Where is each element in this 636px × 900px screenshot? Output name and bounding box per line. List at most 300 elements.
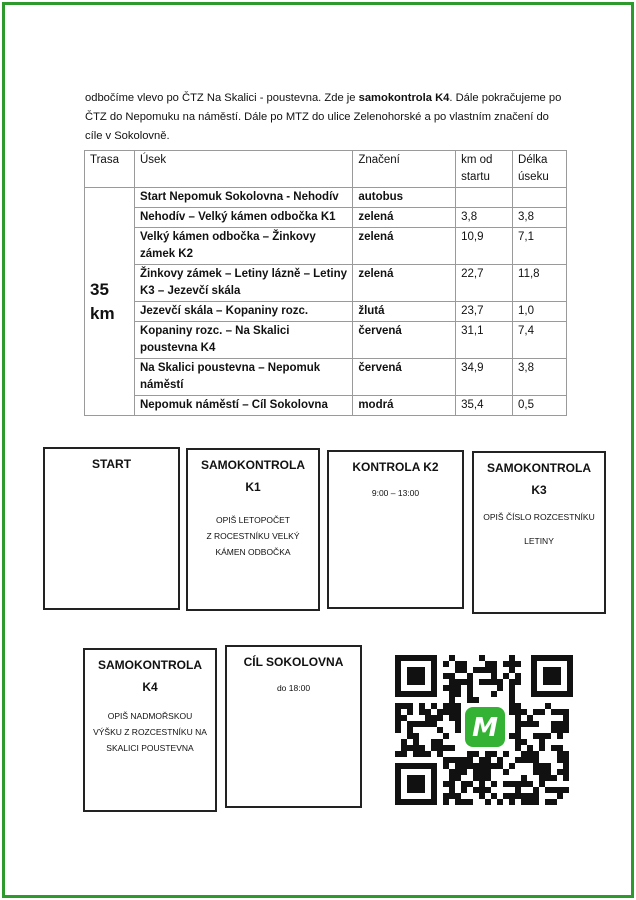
card-line: do 18:00	[276, 683, 311, 693]
qr-module	[437, 739, 443, 745]
qr-module	[563, 715, 569, 721]
qr-module	[461, 661, 467, 667]
qr-module	[461, 679, 467, 685]
qr-module	[533, 757, 539, 763]
qr-module	[467, 757, 473, 763]
qr-module	[497, 799, 503, 805]
card-line: OPIŠ NADMOŘSKOU	[107, 711, 193, 721]
qr-module	[443, 745, 449, 751]
km-cell: 35,4	[456, 396, 513, 416]
qr-module	[563, 727, 569, 733]
qr-module	[503, 751, 509, 757]
qr-module	[461, 781, 467, 787]
qr-module	[563, 721, 569, 727]
card-cil	[225, 645, 362, 808]
qr-module	[473, 751, 479, 757]
qr-module	[395, 727, 401, 733]
card-title: SAMOKONTROLA K4	[98, 658, 202, 694]
qr-module	[449, 697, 455, 703]
qr-module	[563, 751, 569, 757]
length-cell: 0,5	[513, 396, 567, 416]
header-znaceni: Značení	[353, 151, 456, 188]
qr-module	[443, 673, 449, 679]
qr-module	[563, 709, 569, 715]
qr-module	[401, 715, 407, 721]
header-km: km od startu	[456, 151, 513, 188]
qr-module	[521, 721, 527, 727]
qr-module	[497, 679, 503, 685]
qr-module	[533, 787, 539, 793]
qr-module	[467, 763, 473, 769]
qr-module	[479, 769, 485, 775]
qr-module	[509, 661, 515, 667]
card-line: VÝŠKU Z ROZCESTNÍKU NA	[93, 727, 207, 737]
qr-module	[527, 793, 533, 799]
qr-module	[461, 769, 467, 775]
qr-finder-bottom-left	[395, 763, 437, 805]
km-cell: 3,8	[456, 208, 513, 228]
qr-module	[497, 685, 503, 691]
qr-module	[509, 733, 515, 739]
qr-module	[455, 703, 461, 709]
qr-module	[485, 679, 491, 685]
qr-module	[407, 727, 413, 733]
qr-module	[551, 727, 557, 733]
qr-module	[509, 685, 515, 691]
qr-module	[485, 763, 491, 769]
qr-module	[515, 721, 521, 727]
route-table	[84, 150, 567, 416]
qr-module	[449, 679, 455, 685]
qr-module	[563, 787, 569, 793]
card-title: START	[91, 457, 132, 471]
marking-cell: zelená	[353, 265, 456, 302]
card-line: 9:00 – 13:00	[371, 488, 420, 498]
qr-module	[485, 769, 491, 775]
qr-module	[527, 745, 533, 751]
qr-module	[515, 739, 521, 745]
qr-module	[461, 799, 467, 805]
qr-module	[503, 793, 509, 799]
card-title: SAMOKONTROLA K1	[201, 458, 305, 494]
card-k3	[472, 451, 606, 614]
qr-module	[557, 787, 563, 793]
qr-module	[473, 775, 479, 781]
segment-cell: Žinkovy zámek – Letiny lázně – Letiny K3 – Jezevčí skála	[134, 265, 352, 302]
km-cell: 10,9	[456, 228, 513, 265]
intro-bold: samokontrola K4	[358, 92, 450, 104]
qr-module	[515, 787, 521, 793]
table-header-row	[85, 151, 567, 188]
qr-module	[467, 679, 473, 685]
qr-module	[449, 685, 455, 691]
qr-module	[443, 757, 449, 763]
qr-module	[437, 709, 443, 715]
table-row	[85, 208, 567, 228]
trasa-cell	[85, 188, 135, 416]
qr-module	[455, 757, 461, 763]
qr-module	[497, 757, 503, 763]
qr-module	[533, 769, 539, 775]
qr-module	[455, 667, 461, 673]
qr-finder-top-right	[531, 655, 573, 697]
qr-module	[515, 703, 521, 709]
qr-module	[443, 685, 449, 691]
qr-module	[449, 691, 455, 697]
qr-module	[491, 673, 497, 679]
qr-module	[437, 751, 443, 757]
length-cell: 1,0	[513, 302, 567, 322]
qr-module	[509, 793, 515, 799]
qr-module	[557, 751, 563, 757]
qr-module	[521, 751, 527, 757]
qr-module	[527, 721, 533, 727]
qr-module	[503, 781, 509, 787]
qr-module	[449, 655, 455, 661]
qr-module	[425, 751, 431, 757]
qr-module	[449, 703, 455, 709]
qr-module	[515, 745, 521, 751]
qr-module	[509, 763, 515, 769]
qr-module	[425, 721, 431, 727]
qr-module	[491, 751, 497, 757]
qr-module	[413, 721, 419, 727]
qr-module	[545, 763, 551, 769]
qr-module	[407, 721, 413, 727]
qr-module	[515, 727, 521, 733]
segment-cell: Velký kámen odbočka – Žinkovy zámek K2	[134, 228, 352, 265]
qr-module	[521, 799, 527, 805]
qr-module	[509, 781, 515, 787]
qr-module	[395, 721, 401, 727]
qr-module	[557, 733, 563, 739]
qr-module	[533, 709, 539, 715]
qr-module	[467, 781, 473, 787]
marking-cell: modrá	[353, 396, 456, 416]
marking-cell: zelená	[353, 208, 456, 228]
qr-module	[449, 745, 455, 751]
qr-module	[443, 709, 449, 715]
segment-cell: Na Skalici poustevna – Nepomuk náměstí	[134, 359, 352, 396]
table-row	[85, 228, 567, 265]
qr-module	[431, 715, 437, 721]
qr-module	[539, 763, 545, 769]
qr-module	[479, 793, 485, 799]
qr-module	[509, 679, 515, 685]
qr-module	[515, 709, 521, 715]
trasa-distance: 35	[90, 279, 109, 299]
qr-module	[473, 697, 479, 703]
qr-module	[467, 673, 473, 679]
card-start	[43, 447, 180, 610]
qr-module	[515, 661, 521, 667]
card-k1	[186, 448, 320, 611]
qr-module	[533, 733, 539, 739]
qr-module	[521, 709, 527, 715]
qr-module	[467, 697, 473, 703]
card-title: KONTROLA K2	[352, 460, 439, 474]
length-cell: 3,8	[513, 359, 567, 396]
km-cell: 23,7	[456, 302, 513, 322]
card-line: OPIŠ LETOPOČET	[215, 515, 290, 525]
km-cell: 22,7	[456, 265, 513, 302]
qr-module	[431, 721, 437, 727]
qr-module	[431, 739, 437, 745]
qr-module	[455, 793, 461, 799]
qr-module	[509, 703, 515, 709]
qr-module	[455, 721, 461, 727]
table-row	[85, 396, 567, 416]
marking-cell: červená	[353, 359, 456, 396]
qr-module	[485, 799, 491, 805]
qr-module	[479, 667, 485, 673]
qr-module	[527, 751, 533, 757]
qr-module	[467, 685, 473, 691]
qr-module	[431, 703, 437, 709]
qr-module	[401, 739, 407, 745]
qr-module	[533, 799, 539, 805]
qr-module	[485, 757, 491, 763]
qr-module	[479, 775, 485, 781]
length-cell: 11,8	[513, 265, 567, 302]
qr-module	[503, 769, 509, 775]
qr-module	[557, 757, 563, 763]
qr-module	[419, 745, 425, 751]
qr-module	[443, 661, 449, 667]
qr-module	[533, 763, 539, 769]
qr-module	[461, 787, 467, 793]
card-title: CÍL SOKOLOVNA	[243, 655, 344, 669]
qr-module	[563, 757, 569, 763]
qr-module	[455, 763, 461, 769]
qr-module	[491, 793, 497, 799]
qr-module	[467, 751, 473, 757]
qr-module	[485, 787, 491, 793]
qr-module	[401, 751, 407, 757]
length-cell: 3,8	[513, 208, 567, 228]
qr-module	[485, 661, 491, 667]
qr-module	[527, 715, 533, 721]
qr-module	[491, 691, 497, 697]
qr-module	[533, 793, 539, 799]
qr-module	[557, 769, 563, 775]
qr-module	[539, 781, 545, 787]
qr-module	[449, 787, 455, 793]
segment-cell: Start Nepomuk Sokolovna - Nehodív	[134, 188, 352, 208]
qr-module	[401, 703, 407, 709]
qr-module	[479, 763, 485, 769]
qr-module	[485, 751, 491, 757]
qr-module	[413, 733, 419, 739]
qr-module	[551, 721, 557, 727]
qr-module	[407, 709, 413, 715]
qr-module	[563, 769, 569, 775]
qr-module	[485, 667, 491, 673]
qr-module	[443, 763, 449, 769]
qr-module	[545, 733, 551, 739]
qr-module	[557, 727, 563, 733]
intro-text-2: . Dále pokračujeme po ČTZ do Nepomuku na náměstí. Dále po MTZ do ulice Zelenohorské a po vlastním značení do cíle v Sokolovně.	[85, 92, 562, 142]
qr-module	[551, 799, 557, 805]
qr-module	[515, 793, 521, 799]
qr-module	[509, 697, 515, 703]
qr-module	[539, 709, 545, 715]
qr-module	[449, 709, 455, 715]
marking-cell: žlutá	[353, 302, 456, 322]
qr-module	[557, 745, 563, 751]
length-cell	[513, 188, 567, 208]
qr-module	[533, 721, 539, 727]
qr-module	[521, 739, 527, 745]
qr-module	[443, 733, 449, 739]
qr-module	[545, 775, 551, 781]
qr-module	[503, 661, 509, 667]
qr-module	[527, 781, 533, 787]
trasa-unit: km	[90, 303, 115, 323]
qr-module	[557, 709, 563, 715]
qr-module	[455, 799, 461, 805]
km-cell	[456, 188, 513, 208]
qr-module	[443, 793, 449, 799]
qr-module	[491, 661, 497, 667]
qr-module	[455, 685, 461, 691]
qr-module	[515, 757, 521, 763]
qr-module	[449, 793, 455, 799]
length-cell: 7,1	[513, 228, 567, 265]
qr-module	[473, 769, 479, 775]
marking-cell: červená	[353, 322, 456, 359]
marking-cell: autobus	[353, 188, 456, 208]
qr-module	[539, 769, 545, 775]
qr-module	[539, 775, 545, 781]
qr-module	[521, 775, 527, 781]
qr-module	[479, 679, 485, 685]
card-line: Z ROCESTNÍKU VELKÝ	[206, 531, 300, 541]
card-k2	[327, 450, 464, 609]
qr-module	[443, 799, 449, 805]
header-delka: Délka úseku	[513, 151, 567, 188]
qr-module	[509, 655, 515, 661]
intro-paragraph	[85, 89, 565, 146]
qr-module	[419, 721, 425, 727]
qr-module	[413, 739, 419, 745]
qr-module	[419, 703, 425, 709]
qr-module	[401, 745, 407, 751]
qr-module	[563, 775, 569, 781]
qr-module	[491, 763, 497, 769]
qr-module	[461, 667, 467, 673]
qr-module	[539, 745, 545, 751]
qr-logo-letter: M	[472, 713, 498, 743]
card-line: KÁMEN ODBOČKA	[215, 547, 291, 557]
qr-module	[473, 667, 479, 673]
qr-module	[479, 757, 485, 763]
segment-cell: Jezevčí skála – Kopaniny rozc.	[134, 302, 352, 322]
qr-module	[467, 799, 473, 805]
qr-module	[491, 667, 497, 673]
qr-module	[533, 751, 539, 757]
qr-module	[449, 775, 455, 781]
qr-module	[395, 703, 401, 709]
qr-module	[509, 691, 515, 697]
qr-module	[437, 745, 443, 751]
qr-module	[455, 679, 461, 685]
qr-module	[455, 715, 461, 721]
qr-module	[545, 799, 551, 805]
qr-module	[461, 763, 467, 769]
qr-module	[473, 763, 479, 769]
segment-cell: Nehodív – Velký kámen odbočka K1	[134, 208, 352, 228]
qr-module	[515, 733, 521, 739]
table-row	[85, 359, 567, 396]
qr-module	[449, 769, 455, 775]
card-line: SKALICI POUSTEVNA	[106, 743, 194, 753]
card-title: SAMOKONTROLA K3	[487, 461, 591, 497]
table-row	[85, 322, 567, 359]
marking-cell: zelená	[353, 228, 456, 265]
km-cell: 34,9	[456, 359, 513, 396]
qr-module	[407, 745, 413, 751]
qr-module	[425, 715, 431, 721]
qr-module	[479, 781, 485, 787]
qr-module	[563, 763, 569, 769]
qr-module	[413, 751, 419, 757]
qr-code[interactable]	[395, 655, 573, 805]
qr-module	[527, 757, 533, 763]
qr-module	[437, 727, 443, 733]
qr-module	[509, 799, 515, 805]
table-row	[85, 188, 567, 208]
qr-module	[515, 715, 521, 721]
intro-text-1: odbočíme vlevo po ČTZ Na Skalici - poustevna. Zde je	[85, 92, 359, 104]
header-trasa: Trasa	[85, 151, 135, 188]
qr-module	[455, 727, 461, 733]
qr-module	[395, 709, 401, 715]
qr-module	[437, 715, 443, 721]
qr-module	[461, 757, 467, 763]
qr-module	[485, 775, 491, 781]
qr-module	[455, 769, 461, 775]
qr-module	[449, 673, 455, 679]
qr-module	[407, 703, 413, 709]
qr-module	[545, 769, 551, 775]
table-row	[85, 265, 567, 302]
card-line: LETINY	[524, 536, 554, 546]
segment-cell: Kopaniny rozc. – Na Skalici poustevna K4	[134, 322, 352, 359]
qr-module	[449, 715, 455, 721]
qr-module	[515, 679, 521, 685]
qr-module	[557, 793, 563, 799]
qr-module	[395, 751, 401, 757]
qr-module	[455, 691, 461, 697]
card-k4	[83, 648, 217, 812]
qr-module	[521, 781, 527, 787]
qr-module	[551, 775, 557, 781]
qr-module	[395, 715, 401, 721]
qr-module	[455, 661, 461, 667]
qr-module	[443, 781, 449, 787]
qr-module	[413, 745, 419, 751]
qr-module	[509, 709, 515, 715]
qr-finder-top-left	[395, 655, 437, 697]
qr-module	[551, 787, 557, 793]
qr-module	[557, 721, 563, 727]
qr-module	[443, 703, 449, 709]
qr-module	[521, 757, 527, 763]
qr-module	[419, 709, 425, 715]
qr-module	[449, 757, 455, 763]
qr-module	[551, 745, 557, 751]
